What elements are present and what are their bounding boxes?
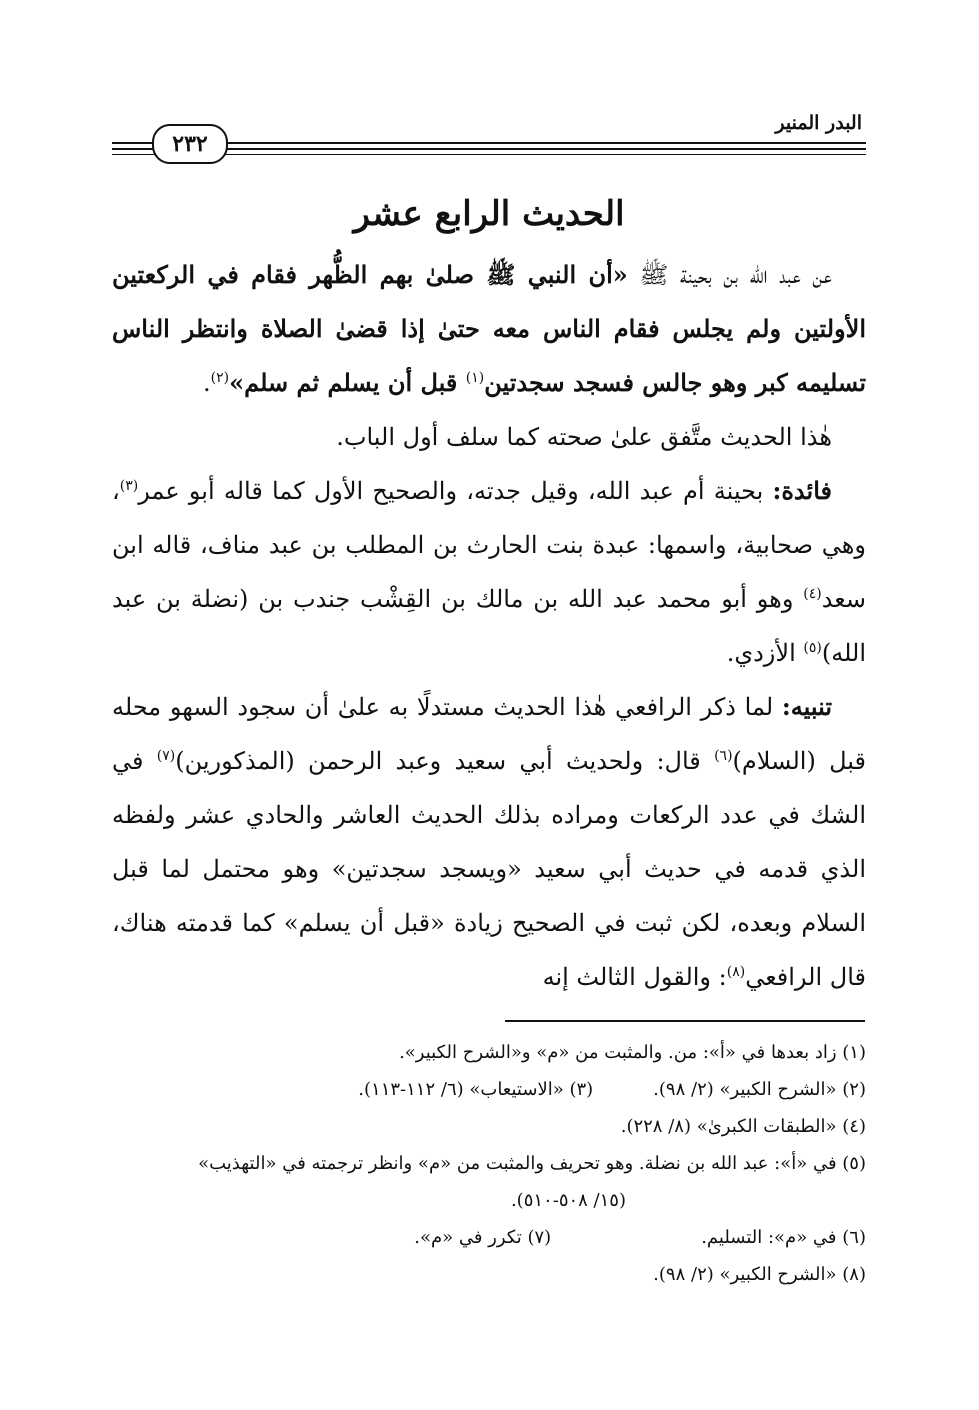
benefit-label: فائدة:	[772, 476, 832, 505]
hadith-heading: الحديث الرابع عشر	[353, 194, 625, 234]
body-text: ، وهي صحابية، واسمها: عبدة بنت الحارث بن المطلب بن عبد مناف، قاله ابن سعد	[112, 477, 866, 613]
note-label: تنبيه:	[781, 692, 832, 721]
main-text	[112, 248, 866, 1004]
footnote-ref: (٣)	[119, 478, 139, 494]
footnote-ref: (٤)	[803, 586, 822, 602]
note-paragraph	[112, 680, 866, 1004]
footnote-3: (٣) «الاستيعاب» (٦/ ١١٢-١١٣).	[358, 1079, 594, 1100]
body-text: بحينة أم عبد الله، وقيل جدته، والصحيح الأول كما قاله أبو عمر	[138, 477, 773, 505]
footnote-5-continuation: (١٥/ ٥٠٨-٥١٠).	[510, 1190, 626, 1211]
body-text: الأزدي.	[726, 639, 804, 667]
footnote-separator	[505, 1020, 865, 1022]
footnote-1: (١) زاد بعدها في «أ»: من. والمثبت من «م» و«الشرح الكبير».	[399, 1042, 866, 1063]
book-title: البدر المنير	[765, 112, 866, 134]
punctuation: .	[202, 369, 211, 397]
hadith-text: قبل أن يسلم ثم سلم»	[229, 368, 466, 397]
running-header	[112, 112, 866, 160]
footnote-ref: (٢)	[210, 370, 230, 386]
footnote-5: (٥) في «أ»: عبد الله بن نضلة. وهو تحريف والمثبت من «م» وانظر ترجمته في «التهذيب»	[198, 1153, 866, 1174]
body-text: وهو أبو محمد عبد الله بن مالك بن القِشْب جندب بن (نضلة بن عبد الله)	[112, 585, 866, 667]
footnote-row	[112, 1219, 866, 1256]
footnotes	[112, 1034, 866, 1293]
body-text: في الشك في عدد الركعات ومراده بذلك الحديث العاشر والحادي عشر ولفظه الذي قدمه في حديث أبي سعيد «ويسجد سجدتين» وهو محتمل لما قبل السلام وبعده، لكن ثبت في الصحيح زيادة «قبل أن يسلم» كما قدمته هناك، قال الرافعي	[112, 747, 866, 991]
narrator-text: عن عبد الله بن بحينة ﷺ	[627, 261, 832, 289]
hadith-paragraph	[112, 248, 866, 410]
page-number: ٢٣٢	[152, 124, 228, 164]
footnote-2: (٢) «الشرح الكبير» (٢/ ٩٨).	[653, 1079, 866, 1100]
footnote-8: (٨) «الشرح الكبير» (٢/ ٩٨).	[653, 1264, 866, 1285]
body-text: قال: ولحديث أبي سعيد وعبد الرحمن (المذكورين)	[175, 747, 715, 775]
footnote-ref: (٨)	[726, 964, 746, 980]
footnote-ref: (٥)	[803, 640, 822, 656]
footnote-6: (٦) في «م»: التسليم.	[701, 1227, 866, 1248]
benefit-paragraph	[112, 464, 866, 680]
footnote-4: (٤) «الطبقات الكبرىٰ» (٨/ ٢٢٨).	[620, 1116, 866, 1137]
footnote-7: (٧) تكرر في «م».	[414, 1227, 552, 1248]
footnote-ref: (١)	[465, 370, 485, 386]
body-text: : والقول الثالث إنه	[542, 963, 727, 991]
body-text: لما ذكر الرافعي هٰذا الحديث مستدلًا به علىٰ أن سجود السهو محله قبل (السلام)	[112, 693, 866, 775]
grading-paragraph: هٰذا الحديث متَّفق علىٰ صحته كما سلف أول الباب.	[336, 423, 832, 451]
hadith-text: «أن النبي ﷺ صلىٰ بهم الظُّهر فقام في الركعتين الأولتين ولم يجلس فقام الناس معه حتىٰ إذا قضىٰ الصلاة وانتظر الناس تسليمه كبر وهو جالس فسجد سجدتين	[112, 260, 866, 397]
footnote-ref: (٦)	[714, 748, 733, 764]
footnote-row	[112, 1071, 866, 1108]
footnote-ref: (٧)	[156, 748, 176, 764]
